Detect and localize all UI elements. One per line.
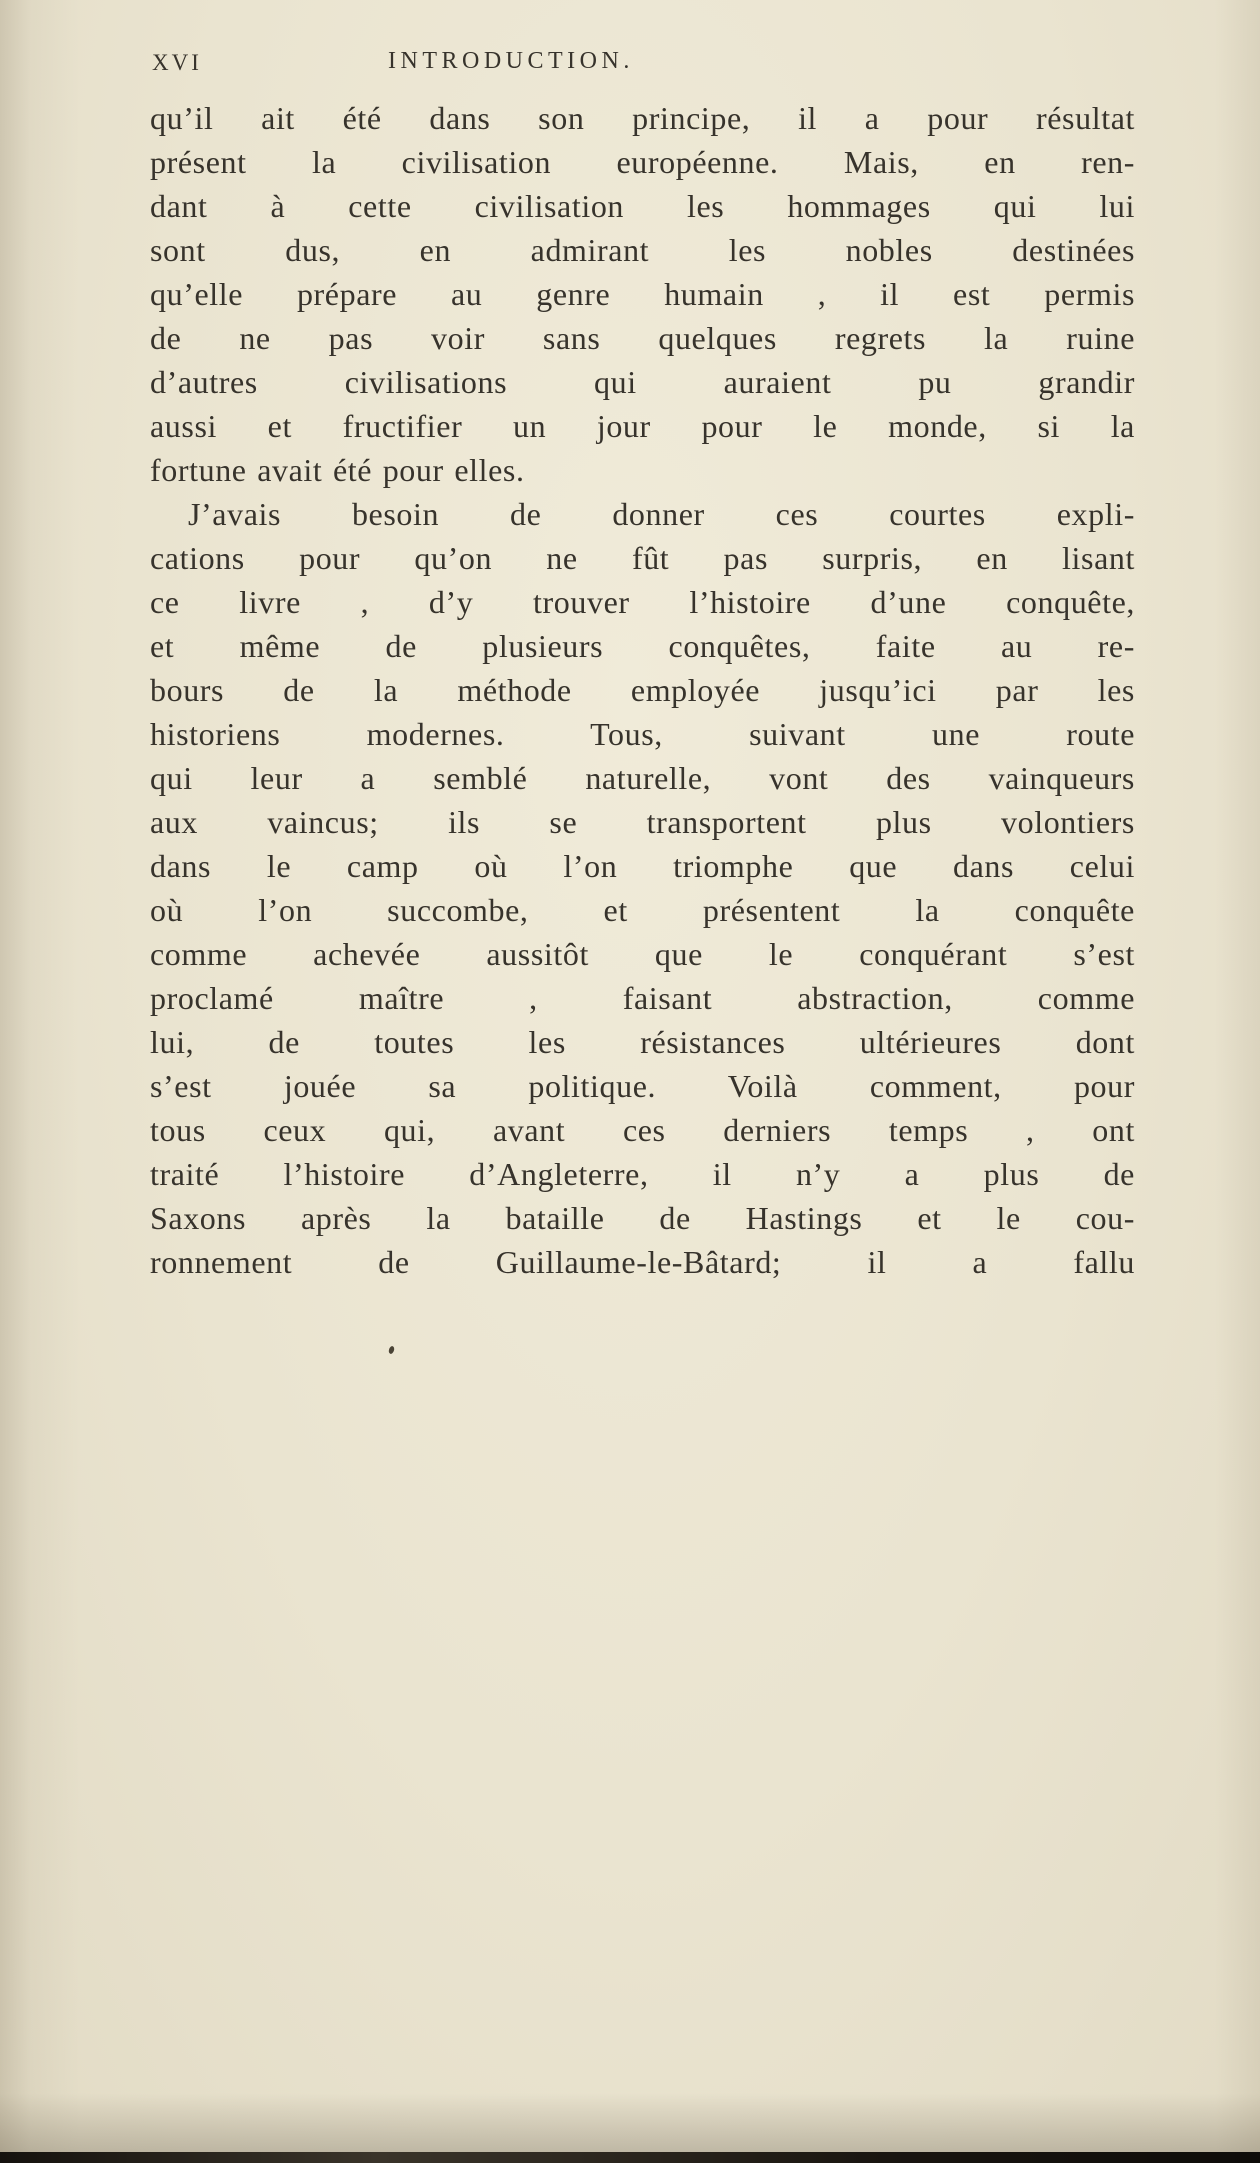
text-line: Saxons après la bataille de Hastings et le cou- <box>150 1200 1135 1236</box>
text-line: traité l’histoire d’Angleterre, il n’y a plus de <box>150 1156 1135 1192</box>
page-header <box>0 46 1260 82</box>
text-line: tous ceux qui, avant ces derniers temps , ont <box>150 1112 1135 1148</box>
text-line: lui, de toutes les résistances ultérieures dont <box>150 1024 1135 1060</box>
text-line: d’autres civilisations qui auraient pu grandir <box>150 364 1135 400</box>
text-line: cations pour qu’on ne fût pas surpris, en lisant <box>150 540 1135 576</box>
text-line: ce livre , d’y trouver l’histoire d’une conquête, <box>150 584 1135 620</box>
text-line: s’est jouée sa politique. Voilà comment, pour <box>150 1068 1135 1104</box>
text-line: bours de la méthode employée jusqu’ici par les <box>150 672 1135 708</box>
text-line: comme achevée aussitôt que le conquérant s’est <box>150 936 1135 972</box>
page-bottom-edge <box>0 2152 1260 2163</box>
text-line: ronnement de Guillaume-le-Bâtard; il a fallu <box>150 1244 1135 1280</box>
text-line: et même de plusieurs conquêtes, faite au re- <box>150 628 1135 664</box>
body-text <box>150 96 1135 1284</box>
text-line: qui leur a semblé naturelle, vont des vainqueurs <box>150 760 1135 796</box>
text-line: dant à cette civilisation les hommages qui lui <box>150 188 1135 224</box>
text-line: qu’il ait été dans son principe, il a pour résultat <box>150 100 1135 136</box>
text-line: historiens modernes. Tous, suivant une route <box>150 716 1135 752</box>
text-line: proclamé maître , faisant abstraction, comme <box>150 980 1135 1016</box>
text-line: sont dus, en admirant les nobles destinées <box>150 232 1135 268</box>
text-line: fortune avait été pour elles. <box>150 452 525 488</box>
ink-speck <box>388 1345 395 1354</box>
running-title: INTRODUCTION. <box>388 48 634 74</box>
text-line: aussi et fructifier un jour pour le monde, si la <box>150 408 1135 444</box>
text-line: qu’elle prépare au genre humain , il est permis <box>150 276 1135 312</box>
text-line: J’avais besoin de donner ces courtes expli- <box>188 496 1135 532</box>
text-line: de ne pas voir sans quelques regrets la ruine <box>150 320 1135 356</box>
text-line: où l’on succombe, et présentent la conquête <box>150 892 1135 928</box>
text-line: présent la civilisation européenne. Mais, en ren- <box>150 144 1135 180</box>
page-number: XVI <box>152 50 202 75</box>
text-line: aux vaincus; ils se transportent plus volontiers <box>150 804 1135 840</box>
text-line: dans le camp où l’on triomphe que dans celui <box>150 848 1135 884</box>
